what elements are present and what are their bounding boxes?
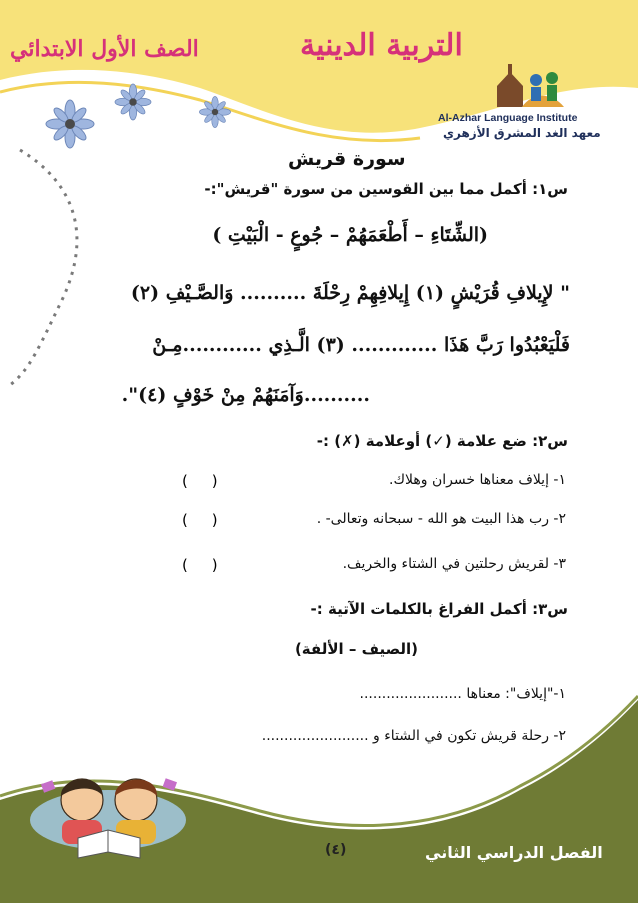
- q1-verse-line-2: فَلْيَعْبُدُوا رَبَّ هَذَا ............. (٣) الَّـذِي ............مِـنْ: [152, 334, 570, 356]
- q3-item-1: ١-"إيلاف": معناها .......................: [359, 686, 566, 702]
- q1-verse-line-1: " لإِيلافِ قُرَيْشٍ (١) إِيلافِهِمْ رِحْلَةَ .......... وَالصَّـيْفِ (٢): [130, 282, 570, 304]
- q2-item-3: ٣- لقريش رحلتين في الشتاء والخريف.: [342, 556, 566, 572]
- q2-answer-box-3[interactable]: ( ): [182, 556, 218, 574]
- q3-prompt: س٣: أكمل الفراغ بالكلمات الآتية :-: [310, 600, 568, 618]
- q2-answer-box-2[interactable]: ( ): [182, 511, 218, 529]
- subject-title: التربية الدينية: [300, 28, 463, 63]
- footer-term: الفصل الدراسي الثاني: [425, 843, 603, 862]
- logo-name-english: Al-Azhar Language Institute: [438, 112, 578, 124]
- flower-icon: [46, 100, 94, 148]
- logo-name-arabic: معهد الغد المشرق الأزهري: [443, 126, 601, 140]
- page-number: (٤): [325, 842, 347, 858]
- q1-verse-line-3: ..........وَآمَنَهُمْ مِنْ خَوْفٍ (٤)".: [121, 384, 370, 406]
- q3-word-bank: (الصيف – الألفة): [294, 640, 418, 658]
- institute-logo-icon: [492, 62, 572, 112]
- q2-item-1: ١- إيلاف معناها خسران وهلاك.: [389, 472, 566, 488]
- dotted-curve: [10, 150, 77, 385]
- q2-item-2: ٢- رب هذا البيت هو الله - سبحانه وتعالى- .: [316, 511, 566, 527]
- q1-word-bank: (الشِّتَاءِ – أَطْعَمَهُمْ – جُوعٍ - الْبَيْتِ ): [212, 224, 488, 246]
- grade-title: الصف الأول الابتدائي: [10, 36, 199, 62]
- q3-item-2: ٢- رحلة قريش تكون في الشتاء و ........................: [261, 728, 566, 744]
- q2-answer-box-1[interactable]: ( ): [182, 472, 218, 490]
- q2-prompt: س٢: ضع علامة (✓) أوعلامة (✗) :-: [316, 432, 568, 450]
- q1-prompt: س١: أكمل مما بين القوسين من سورة "قريش":-: [204, 180, 568, 198]
- lesson-title: سورة قريش: [288, 148, 406, 170]
